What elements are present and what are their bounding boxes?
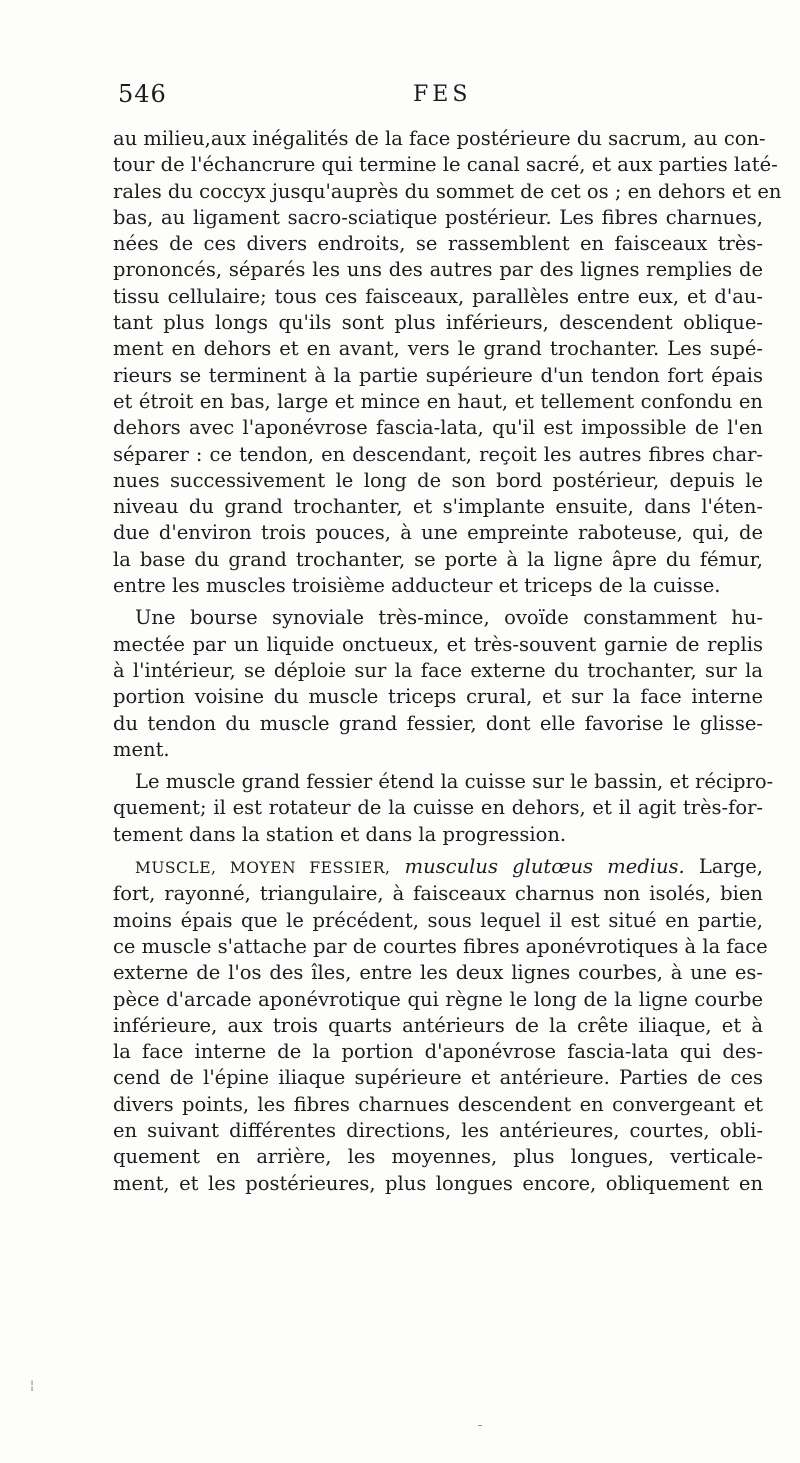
text-line: externe de l'os des îles, entre les deux lignes courbes, à une es- <box>113 961 763 985</box>
text-line: bas, au ligament sacro-sciatique postérieur. Les fibres charnues, <box>113 205 763 229</box>
text-line: la face interne de la portion d'aponévrose fascia-lata qui des- <box>113 1040 763 1064</box>
text-line: quement en arrière, les moyennes, plus longues, verticale- <box>113 1145 763 1169</box>
paragraph-fonction-grand-fessier <box>113 769 774 848</box>
paragraph-bourse-synoviale <box>113 605 763 763</box>
text-line: inférieure, aux trois quarts antérieurs de la crête iliaque, et à <box>113 1013 763 1037</box>
text-line: ment en dehors et en avant, vers le grand trochanter. Les supé- <box>113 337 763 361</box>
text-line: pèce d'arcade aponévrotique qui règne le long de la ligne courbe <box>113 987 763 1011</box>
margin-speck: - <box>478 1418 483 1432</box>
page-body <box>113 126 782 1203</box>
text-line: et étroit en bas, large et mince en haut, et tellement confondu en <box>113 389 763 413</box>
text-line: nues successivement le long de son bord postérieur, depuis le <box>113 468 763 492</box>
section-heading-line <box>113 854 763 881</box>
text-line: Une bourse synoviale très-mince, ovoïde constamment hu- <box>135 606 763 630</box>
text-line: moins épais que le précédent, sous lequel il est situé en partie, <box>113 908 763 932</box>
text-line: ment. <box>113 737 170 761</box>
text-line: due d'environ trois pouces, à une empreinte raboteuse, qui, de <box>113 521 763 545</box>
text-line: la base du grand trochanter, se porte à la ligne âpre du fémur, <box>113 547 763 571</box>
text-line: séparer : ce tendon, en descendant, reçoit les autres fibres char- <box>113 442 763 466</box>
text-line: ce muscle s'attache par de courtes fibres aponévrotiques à la face <box>113 934 768 958</box>
text-line: fort, rayonné, triangulaire, à faisceaux charnus non isolés, bien <box>113 882 763 906</box>
text-line: du tendon du muscle grand fessier, dont elle favorise le glisse- <box>113 711 763 735</box>
page-header <box>0 80 800 114</box>
latin-name: musculus glutœus medius. <box>404 855 685 879</box>
text-line: mectée par un liquide onctueux, et très-souvent garnie de replis <box>113 632 763 656</box>
text-line: à l'intérieur, se déploie sur la face externe du trochanter, sur la <box>113 658 763 682</box>
paragraph-moyen-fessier <box>113 854 768 1197</box>
text-line: tour de l'échancrure qui termine le canal sacré, et aux parties laté- <box>113 153 778 177</box>
margin-speck: ¦ <box>30 1378 35 1392</box>
text-line: rieurs se terminent à la partie supérieure d'un tendon fort épais <box>113 363 763 387</box>
text-line: divers points, les fibres charnues descendent en convergeant et <box>113 1092 763 1116</box>
text-line: prononcés, séparés les uns des autres par des lignes remplies de <box>113 258 763 282</box>
text-line: nées de ces divers endroits, se rassemblent en faisceaux très- <box>113 232 763 256</box>
text-line: entre les muscles troisième adducteur et triceps de la cuisse. <box>113 574 721 598</box>
text-line: cend de l'épine iliaque supérieure et antérieure. Parties de ces <box>113 1066 763 1090</box>
text-line: tant plus longs qu'ils sont plus inférieurs, descendent oblique- <box>113 311 763 335</box>
text-line: niveau du grand trochanter, et s'implante ensuite, dans l'éten- <box>113 495 763 519</box>
text-line: tissu cellulaire; tous ces faisceaux, parallèles entre eux, et d'au- <box>113 284 763 308</box>
running-head: FES <box>413 82 472 107</box>
paragraph-grand-fessier-insertion <box>113 126 782 599</box>
text-line: tement dans la station et dans la progression. <box>113 822 567 846</box>
text-line: portion voisine du muscle triceps crural, et sur la face interne <box>113 685 763 709</box>
section-heading: MUSCLE, MOYEN FESSIER, <box>135 859 391 878</box>
text-line: ment, et les postérieures, plus longues encore, obliquement en <box>113 1171 763 1195</box>
text-line: au milieu,aux inégalités de la face postérieure du sacrum, au con- <box>113 127 766 150</box>
text-line: en suivant différentes directions, les antérieures, courtes, obli- <box>113 1118 763 1142</box>
text-line: quement; il est rotateur de la cuisse en dehors, et il agit très-for- <box>113 796 763 820</box>
text-line: Le muscle grand fessier étend la cuisse sur le bassin, et récipro- <box>135 770 774 794</box>
heading-line-rest: Large, <box>698 855 763 879</box>
text-line: rales du coccyx jusqu'auprès du sommet de cet os ; en dehors et en <box>113 179 782 203</box>
text-line: dehors avec l'aponévrose fascia-lata, qu'il est impossible de l'en <box>113 416 763 440</box>
page-number: 546 <box>118 80 167 108</box>
